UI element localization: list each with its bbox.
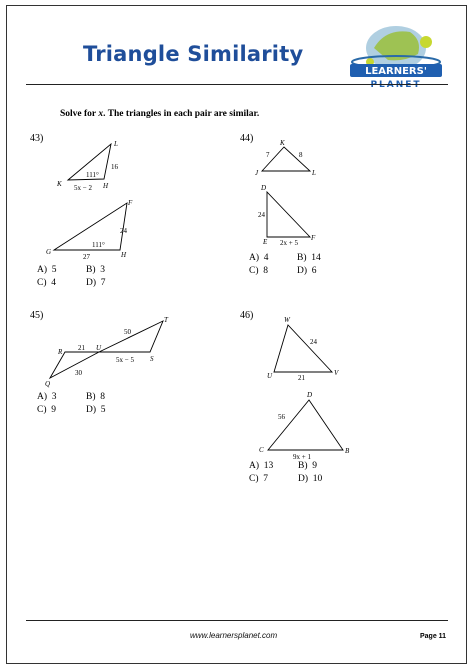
svg-text:5x − 5: 5x − 5: [116, 356, 134, 364]
svg-text:50: 50: [124, 328, 131, 336]
problem-45-number: 45): [30, 310, 44, 321]
svg-text:Q: Q: [45, 380, 51, 388]
svg-text:F: F: [311, 234, 316, 242]
problem-44-number: 44): [240, 133, 254, 144]
svg-text:111°: 111°: [86, 171, 99, 179]
svg-text:21: 21: [78, 344, 85, 352]
problem-46-figure: [250, 312, 370, 462]
svg-text:W: W: [284, 316, 290, 324]
svg-text:J: J: [255, 169, 259, 177]
svg-text:U: U: [267, 372, 273, 380]
problem-46-number: 46): [240, 310, 254, 321]
svg-text:F: F: [128, 199, 133, 207]
svg-text:27: 27: [83, 253, 90, 261]
learners-planet-logo: [346, 18, 446, 92]
svg-text:111°: 111°: [92, 241, 105, 249]
svg-text:L: L: [312, 169, 316, 177]
problem-44-choice-b: B) 14: [297, 253, 321, 263]
footer-rule: [26, 620, 448, 621]
problem-43-choice-c: C) 4: [37, 278, 56, 288]
page-title: Triangle Similarity: [83, 42, 304, 66]
svg-text:D: D: [307, 391, 313, 399]
problem-46-choice-d: D) 10: [298, 474, 323, 484]
problem-45-choice-c: C) 9: [37, 405, 56, 415]
svg-text:L: L: [114, 140, 118, 148]
svg-text:H: H: [121, 251, 127, 259]
title-rule: [26, 84, 448, 85]
problem-46-choice-b: B) 9: [298, 461, 317, 471]
svg-text:V: V: [334, 369, 339, 377]
svg-text:G: G: [46, 248, 52, 256]
svg-text:30: 30: [75, 369, 82, 377]
footer-url: www.learnersplanet.com: [190, 631, 278, 640]
page-number: Page 11: [420, 633, 447, 640]
problem-46-choice-c: C) 7: [249, 474, 268, 484]
svg-text:C: C: [259, 446, 264, 454]
problem-45-choice-d: D) 5: [86, 405, 106, 415]
problem-46-choice-a: A) 13: [249, 461, 274, 471]
svg-text:7: 7: [266, 151, 270, 159]
svg-text:S: S: [150, 355, 154, 363]
svg-text:5x − 2: 5x − 2: [74, 184, 92, 192]
problem-44-choice-d: D) 6: [297, 266, 317, 276]
svg-text:D: D: [261, 184, 267, 192]
problem-43-figure: [40, 135, 160, 265]
problem-43-number: 43): [30, 133, 44, 144]
svg-text:E: E: [263, 238, 268, 246]
svg-text:24: 24: [258, 211, 265, 219]
svg-text:2x + 5: 2x + 5: [280, 239, 298, 247]
problem-44-choice-a: A) 4: [249, 253, 269, 263]
svg-text:H: H: [103, 182, 109, 190]
svg-text:B: B: [345, 447, 350, 455]
svg-text:16: 16: [111, 163, 118, 171]
svg-text:R: R: [58, 348, 63, 356]
svg-text:LEARNERS': LEARNERS': [365, 66, 427, 77]
svg-text:24: 24: [310, 338, 317, 346]
svg-text:56: 56: [278, 413, 285, 421]
problem-45-choice-b: B) 8: [86, 392, 105, 402]
problem-44-choice-c: C) 8: [249, 266, 268, 276]
problem-45-choice-a: A) 3: [37, 392, 57, 402]
svg-text:K: K: [57, 180, 62, 188]
svg-text:T: T: [164, 316, 168, 324]
instructions: Solve for x. The triangles in each pair are similar.: [60, 109, 260, 119]
svg-text:K: K: [280, 139, 285, 147]
svg-text:21: 21: [298, 374, 305, 382]
problem-43-choice-d: D) 7: [86, 278, 106, 288]
svg-text:8: 8: [299, 151, 303, 159]
problem-43-choice-a: A) 5: [37, 265, 57, 275]
svg-text:9x + 1: 9x + 1: [293, 453, 311, 461]
svg-text:PLANET: PLANET: [370, 80, 422, 90]
svg-text:24: 24: [120, 227, 127, 235]
problem-43-choice-b: B) 3: [86, 265, 105, 275]
problem-45-figure: [40, 312, 180, 392]
svg-text:U: U: [96, 344, 102, 352]
problem-44-figure: [250, 135, 350, 255]
